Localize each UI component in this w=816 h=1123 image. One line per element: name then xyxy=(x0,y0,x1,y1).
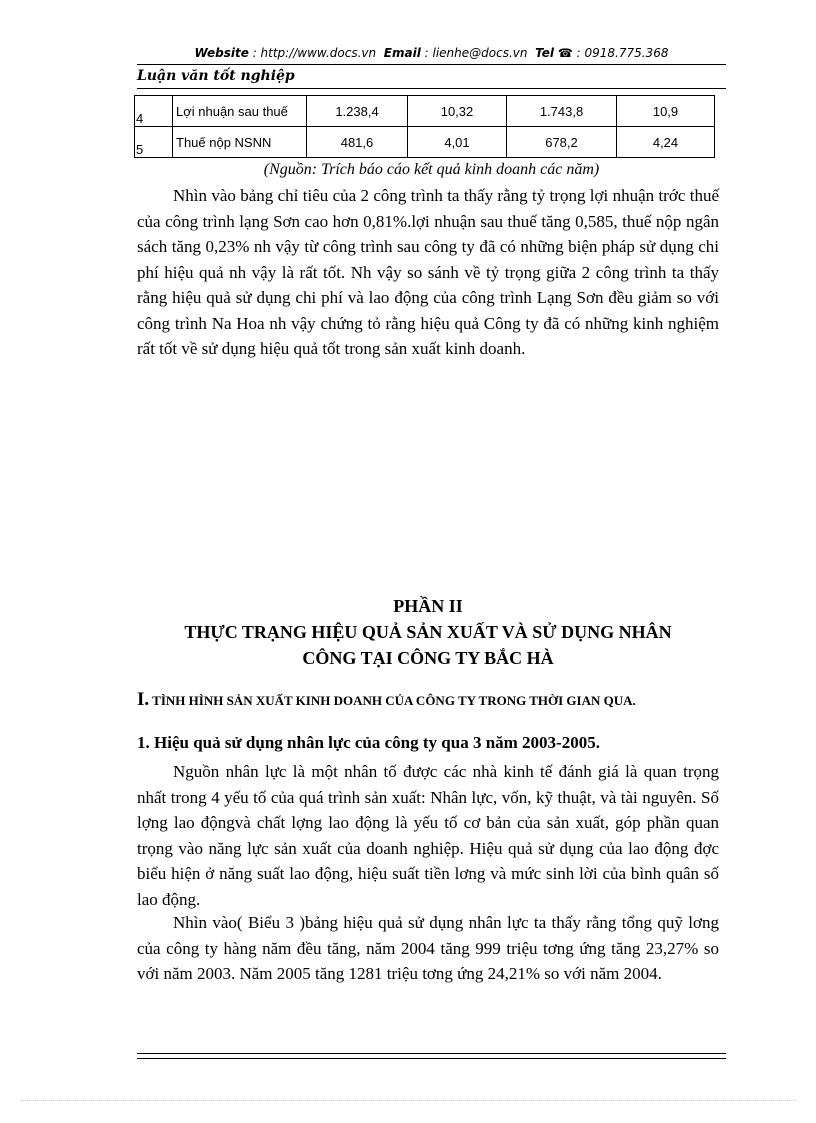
row-label: Thuế nộp NSNN xyxy=(173,127,307,158)
table-cell: 4,24 xyxy=(617,127,715,158)
financial-table xyxy=(134,95,715,158)
body-paragraph: Nguồn nhân lực là một nhân tố được các nhà kinh tế đánh giá là quan trọng nhất trong 4 yếu tố của quá trình sản xuất: Nhân lực, vốn, kỹ thuật, và tài nguyên. Số lợng lao độngvà chất lợng lao động là yếu tố cơ bản của sản xuất, góp phần quan trọng vào năng lực sản xuất của doanh nghiệp. Hiệu quả sử dụng của lao động đợc biểu hiện ở năng suất lao động, hiệu suất tiền lơng và mức sinh lời của bình quân số lao động. xyxy=(137,762,719,909)
body-paragraph: Nhìn vào bảng chỉ tiêu của 2 công trình ta thấy rằng tỷ trọng lợi nhuận trớc thuế của công trình lạng Sơn cao hơn 0,81%.lợi nhuận sau thuế tăng 0,585, thuế nộp ngân sách tăng 0,23% nh vậy từ công trình sau công ty đã có những biện pháp sử dụng chi phí hiệu quả nh vậy là rất tốt. Nh vậy so sánh về tỷ trọng giữa 2 công trình ta thấy rằng hiệu quả sử dụng chi phí và lao động của công trình Lạng Sơn đều giảm so với công trình Na Hoa nh vậy chứng tỏ rằng hiệu quả Công ty đã có những kinh nghiệm rất tốt về sử dụng hiệu quả tốt trong sản xuất kinh doanh. xyxy=(137,186,719,358)
part-heading-line: CÔNG TẠI CÔNG TY BẮC HÀ xyxy=(302,648,554,668)
label-rule xyxy=(137,88,726,89)
thesis-label: Luận văn tốt nghiệp xyxy=(137,68,295,84)
table-cell: 10,32 xyxy=(408,96,507,127)
header-rule xyxy=(137,64,726,65)
source-note: (Nguồn: Trích báo cáo kết quả kinh doanh các năm) xyxy=(263,161,600,178)
table-cell: 1.238,4 xyxy=(307,96,408,127)
website-value: : http://www.docs.vn xyxy=(252,46,377,60)
table-cell: 4,01 xyxy=(408,127,507,158)
part-title xyxy=(137,593,719,671)
row-number: 5 xyxy=(135,127,173,158)
section-numeral: I. xyxy=(137,689,150,710)
table-row xyxy=(135,96,715,127)
page-edge xyxy=(20,1100,796,1101)
phone-icon: ☎ xyxy=(557,46,573,60)
table-cell: 10,9 xyxy=(617,96,715,127)
tel-label: Tel xyxy=(535,46,555,60)
subsection-heading: 1. Hiệu quả sử dụng nhân lực của công ty qua 3 năm 2003-2005. xyxy=(137,733,600,752)
part-heading-line: THỰC TRẠNG HIỆU QUẢ SẢN XUẤT VÀ SỬ DỤNG NHÂN xyxy=(184,622,672,642)
row-label: Lợi nhuận sau thuế xyxy=(173,96,307,127)
section-title-text: TÌNH HÌNH SẢN XUẤT KINH DOANH CỦA CÔNG TY TRONG THỜI GIAN QUA. xyxy=(152,693,636,708)
table-cell: 1.743,8 xyxy=(507,96,617,127)
table-cell: 678,2 xyxy=(507,127,617,158)
row-number: 4 xyxy=(135,96,173,127)
footer-rule xyxy=(137,1053,726,1054)
footer-rule xyxy=(137,1058,726,1059)
page-header xyxy=(137,46,726,60)
section-heading xyxy=(137,688,707,712)
website-label: Website xyxy=(194,46,249,60)
tel-value: : 0918.775.368 xyxy=(576,46,669,60)
part-number: PHẦN II xyxy=(393,596,463,616)
email-label: Email xyxy=(383,46,421,60)
table-row xyxy=(135,127,715,158)
table-cell: 481,6 xyxy=(307,127,408,158)
body-paragraph: Nhìn vào( Biểu 3 )bảng hiệu quả sử dụng nhân lực ta thấy rằng tổng quỹ lơng của công ty hàng năm đều tăng, năm 2004 tăng 999 triệu tơng ứng tăng 23,27% so với năm 2003. Năm 2005 tăng 1281 triệu tơng ứng 24,21% so với năm 2004. xyxy=(137,913,719,983)
email-value: : lienhe@docs.vn xyxy=(424,46,528,60)
